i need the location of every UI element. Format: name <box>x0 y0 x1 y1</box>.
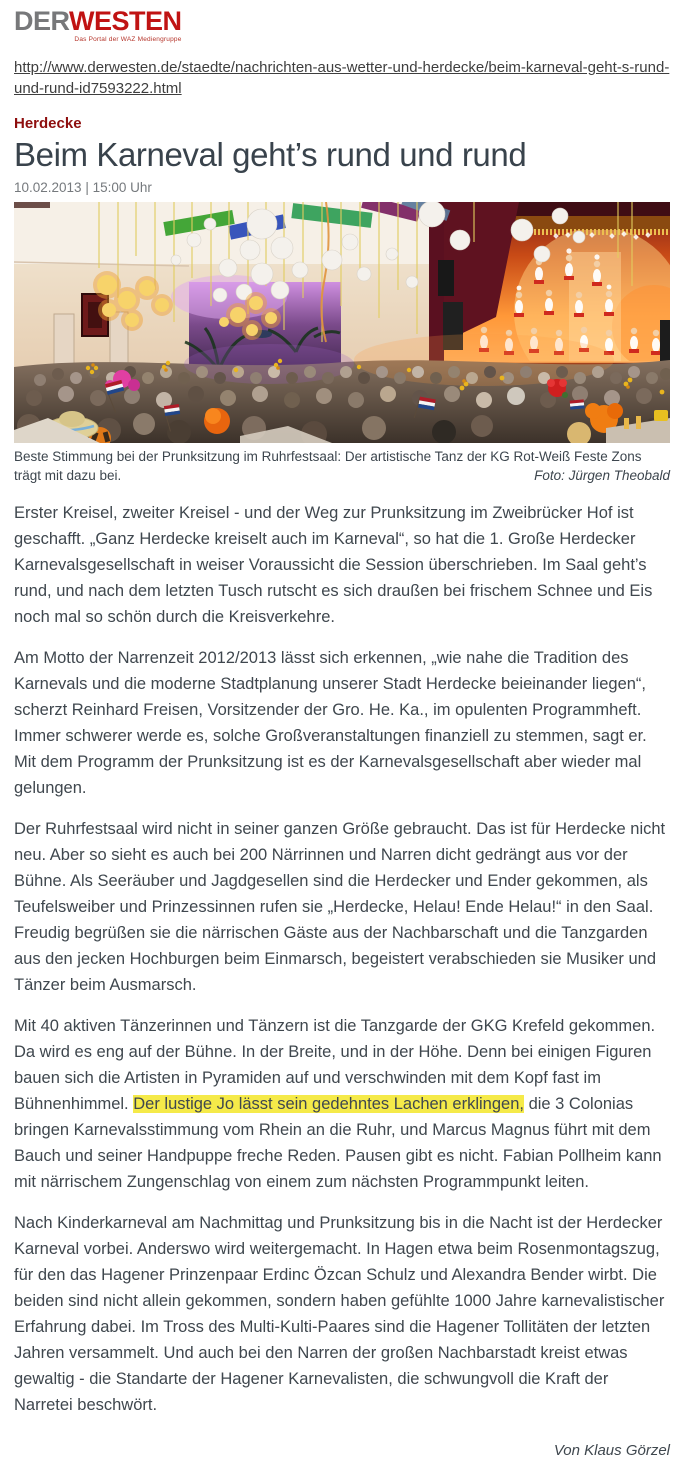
highlighted-text: Der lustige Jo lässt sein gedehntes Lachen erklingen, <box>133 1094 524 1113</box>
article-dateline: 10.02.2013 | 15:00 Uhr <box>14 180 152 196</box>
carnival-hall-photo <box>14 202 670 443</box>
brand-logo[interactable] <box>14 8 182 44</box>
masthead <box>14 8 670 46</box>
brand-tagline: Das Portal der WAZ Mediengruppe <box>74 36 182 43</box>
article-photo <box>14 202 670 443</box>
paragraph-4-before: Mit 40 aktiven Tänzerinnen und Tänzern ist die Tanzgarde der GKG Krefeld gekommen. Da wird es eng auf der Bühne. In der Breite, und in der Höhe. Denn bei einigen Figuren bauen sich die Artisten in Pyramiden auf und verschwinden mit dem Kopf fast im Bühnenhimmel. <box>14 1016 656 1113</box>
article-title: Beim Karneval geht’s rund und rund <box>14 136 527 174</box>
paragraph-2: Am Motto der Narrenzeit 2012/2013 lässt sich erkennen, „wie nahe die Tradition des Karnevals und die moderne Stadtplanung unserer Stadt Herdecke beieinander liegen“, scherzt Reinhard Freisen, Vorsitzender der Gro. He. Ka., im opulenten Programmheft. Immer schwerer werde es, solche Großveranstaltungen finanziell zu stemmen, sagt er. Mit dem Programm der Prunksitzung ist es der Karnevalsgesellschaft aber wieder mal gelungen. <box>14 648 647 797</box>
photo-credit: Foto: Jürgen Theobald <box>534 468 670 484</box>
brand-wordmark-westen: WESTEN <box>69 6 182 36</box>
paragraph-3: Der Ruhrfestsaal wird nicht in seiner ganzen Größe gebraucht. Das ist für Herdecke nicht neu. Aber so sieht es auch bei 200 Närrinnen und Narren dicht gedrängt aus vor der Bühne. Als Seeräuber und Jagdgesellen sind die Herdecker und Ender gekommen, als Teufelsweiber und Prinzessinnen rufen sie „Herdecke, Helau! Ende Helau!“ in den Saal. Freudig begrüßen sie die närrischen Gäste aus der Nachbarschaft und die Tanzgarden aus den jecken Hochburgen beim Einmarsch, begeistert verabschieden sie Musiker und Tänzer beim Ausmarsch. <box>14 819 666 994</box>
article-body <box>14 500 670 1418</box>
brand-wordmark <box>14 8 182 35</box>
photo-caption-text: Beste Stimmung bei der Prunksitzung im Ruhrfestsaal: Der artistische Tanz der KG Rot-Weiß Feste Zons trägt mit dazu bei. <box>14 449 642 484</box>
photo-caption <box>14 447 670 485</box>
paragraph-4 <box>14 1013 670 1195</box>
paragraph-5: Nach Kinderkarneval am Nachmittag und Prunksitzung bis in die Nacht ist der Herdecker Karneval vorbei. Anderswo wird weitergemacht. In Hagen etwa beim Rosenmontagszug, für den das Hagener Prinzenpaar Erdinc Özcan Schulz und Alexandra Bender wirbt. Die beiden sind nicht allein gekommen, sondern haben gefühlte 1000 Jahre karnevalistischer Erfahrung dabei. Im Tross des Multi-Kulti-Paares sind die Hagener Tollitäten der letzten Jahren versammelt. Und auch bei den Narren der großen Nachbarstadt kreist etwas gewaltig - die Standarte der Hagener Karnevalisten, die schwungvoll die Kraft der Narretei beschwört. <box>14 1213 665 1414</box>
brand-wordmark-der: DER <box>14 6 70 36</box>
article-url-link[interactable]: http://www.derwesten.de/staedte/nachrichten-aus-wetter-und-herdecke/beim-karneval-geht-s-rund-und-rund-id7593222.html <box>14 59 670 97</box>
paragraph-1: Erster Kreisel, zweiter Kreisel - und der Weg zur Prunksitzung im Zweibrücker Hof ist geschafft. „Ganz Herdecke kreiselt auch im Karneval“, so hat die 1. Große Herdecker Karnevalsgesellschaft in weiser Voraussicht die Session überschrieben. Im Saal geht’s rund, und nach dem letzten Tusch rutscht es sich draußen bei frischem Schnee und Eis noch mal so schön durch die Kreisverkehre. <box>14 503 653 626</box>
category-kicker: Herdecke <box>14 115 82 133</box>
article-figure <box>14 202 670 485</box>
paragraph-4-after: die 3 Colonias bringen Karnevalsstimmung vom Rhein an die Ruhr, und Marcus Magnus führt mit dem Bauch und seiner Handpuppe freche Reden. Pausen gibt es nicht. Fabian Pollheim kann mit närrischem Zungenschlag von einem zum nächsten Programmpunkt leiten. <box>14 1094 662 1191</box>
article-byline: Von Klaus Görzel <box>553 1441 670 1459</box>
